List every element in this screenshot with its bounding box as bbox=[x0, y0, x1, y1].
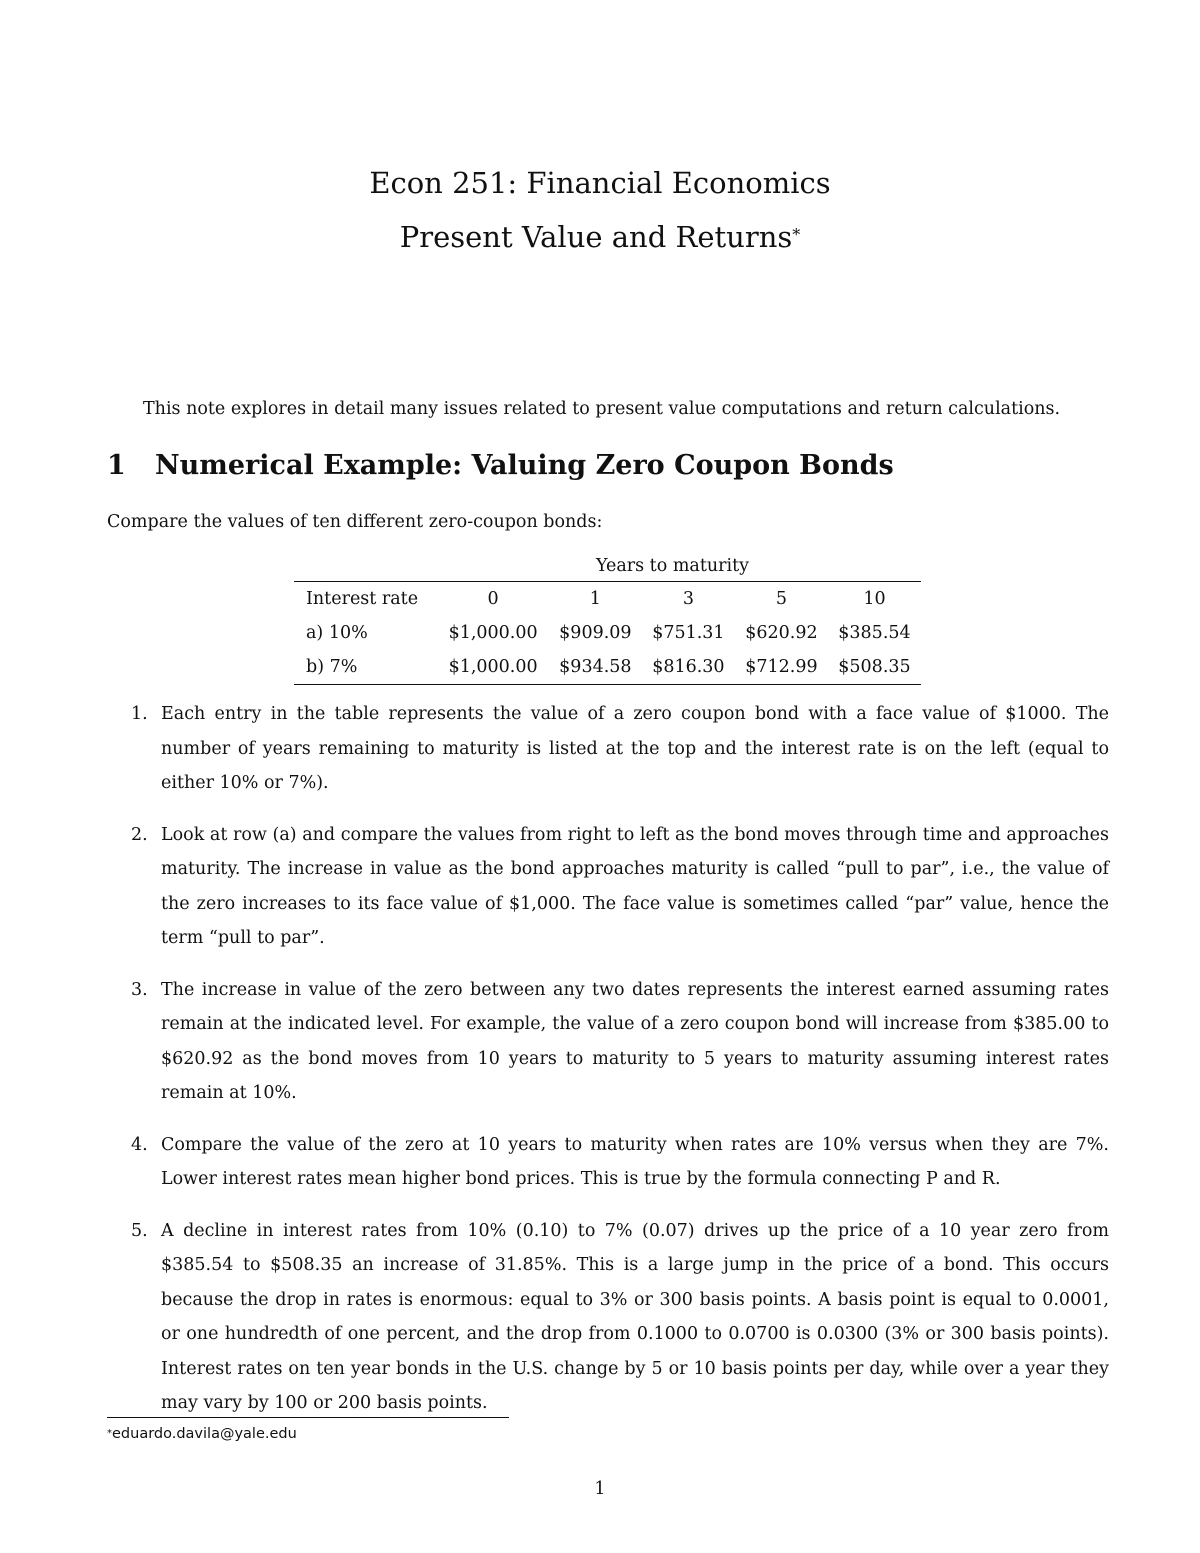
table-header-cell: 1 bbox=[589, 589, 601, 609]
section-title: Numerical Example: Valuing Zero Coupon Bonds bbox=[155, 450, 894, 481]
table-cell: a) 10% bbox=[306, 623, 368, 643]
abstract: This note explores in detail many issues related to present value computations and return calculations. bbox=[143, 398, 1061, 419]
list-item-text: The increase in value of the zero between any two dates represents the interest earned assuming rates remain at the indicated level. For example, the value of a zero coupon bond will increase from $385.00 to $620.92 as the bond moves from 10 years to maturity to 5 years to maturity assuming interest rates remain at 10%. bbox=[161, 979, 1109, 1103]
footnote-marker: * bbox=[107, 1428, 112, 1439]
list-item bbox=[107, 973, 1109, 1111]
section-heading bbox=[107, 447, 894, 485]
table-cell: $909.09 bbox=[559, 623, 632, 643]
list-item-number: 4. bbox=[131, 1134, 148, 1155]
bond-table-container bbox=[294, 553, 921, 685]
numbered-list bbox=[107, 697, 1109, 1438]
table-header-cell: 5 bbox=[775, 589, 787, 609]
list-item-text: A decline in interest rates from 10% (0.10) to 7% (0.07) drives up the price of a 10 year zero from $385.54 to $508.35 an increase of 31.85%. This is a large jump in the price of a bond. This occurs because the drop in rates is enormous: equal to 3% or 300 basis points. A basis point is equal to 0.0001, or one hundredth of one percent, and the drop from 0.1000 to 0.0700 is 0.0300 (3% or 300 basis points). Interest rates on ten year bonds in the U.S. change by 5 or 10 basis points per day, while over a year they may vary by 100 or 200 basis points. bbox=[161, 1220, 1109, 1413]
footnote-email-link[interactable]: eduardo.davila@yale.edu bbox=[112, 1426, 297, 1442]
table-cell: $712.99 bbox=[745, 657, 818, 677]
table-row bbox=[294, 616, 921, 650]
footnote bbox=[107, 1424, 297, 1444]
table-cell: $1,000.00 bbox=[448, 657, 538, 677]
footnote-divider bbox=[107, 1417, 509, 1418]
subtitle-text: Present Value and Returns bbox=[399, 220, 793, 254]
document-subtitle bbox=[0, 217, 1200, 257]
title-block bbox=[0, 163, 1200, 257]
list-item-text: Compare the value of the zero at 10 years to maturity when rates are 10% versus when they are 7%. Lower interest rates mean higher bond prices. This is true by the formula connecting P and R. bbox=[161, 1134, 1109, 1189]
table-header-cell: 10 bbox=[863, 589, 886, 609]
bond-values-table bbox=[294, 581, 921, 685]
table-header-cell: Interest rate bbox=[306, 589, 419, 609]
list-item bbox=[107, 818, 1109, 956]
list-item-number: 3. bbox=[131, 979, 148, 1000]
list-item bbox=[107, 1214, 1109, 1421]
table-header-row bbox=[294, 582, 921, 617]
table-cell: $385.54 bbox=[838, 623, 911, 643]
table-cell: $620.92 bbox=[745, 623, 818, 643]
list-item-number: 5. bbox=[131, 1220, 148, 1241]
list-item-number: 1. bbox=[131, 704, 148, 724]
page-number: 1 bbox=[594, 1479, 606, 1499]
table-cell: b) 7% bbox=[306, 657, 358, 677]
list-item-text: Each entry in the table represents the value of a zero coupon bond with a face value of $1000. The number of years remaining to maturity is listed at the top and the interest rate is on the left (equal to either 10% or 7%). bbox=[161, 704, 1109, 793]
section-intro: Compare the values of ten different zero-coupon bonds: bbox=[107, 512, 603, 532]
document-title: Econ 251: Financial Economics bbox=[369, 166, 831, 200]
list-item bbox=[107, 1128, 1109, 1197]
list-item-text: Look at row (a) and compare the values from right to left as the bond moves through time and approaches maturity. The increase in value as the bond approaches maturity is called “pull to par”, i.e., the value of the zero increases to its face value of $1,000. The face value is sometimes called “par” value, hence the term “pull to par”. bbox=[161, 824, 1109, 948]
section-number: 1 bbox=[107, 450, 126, 481]
list-item-number: 2. bbox=[131, 824, 148, 845]
table-header-cell: 0 bbox=[487, 589, 499, 609]
subtitle-footnote-marker[interactable]: * bbox=[792, 225, 801, 244]
table-row bbox=[294, 650, 921, 685]
table-cell: $1,000.00 bbox=[448, 623, 538, 643]
table-header-cell: 3 bbox=[682, 589, 694, 609]
table-cell: $934.58 bbox=[559, 657, 632, 677]
table-cell: $508.35 bbox=[838, 657, 911, 677]
table-group-label: Years to maturity bbox=[595, 556, 750, 576]
table-cell: $816.30 bbox=[652, 657, 725, 677]
list-item bbox=[107, 697, 1109, 801]
table-cell: $751.31 bbox=[652, 623, 725, 643]
